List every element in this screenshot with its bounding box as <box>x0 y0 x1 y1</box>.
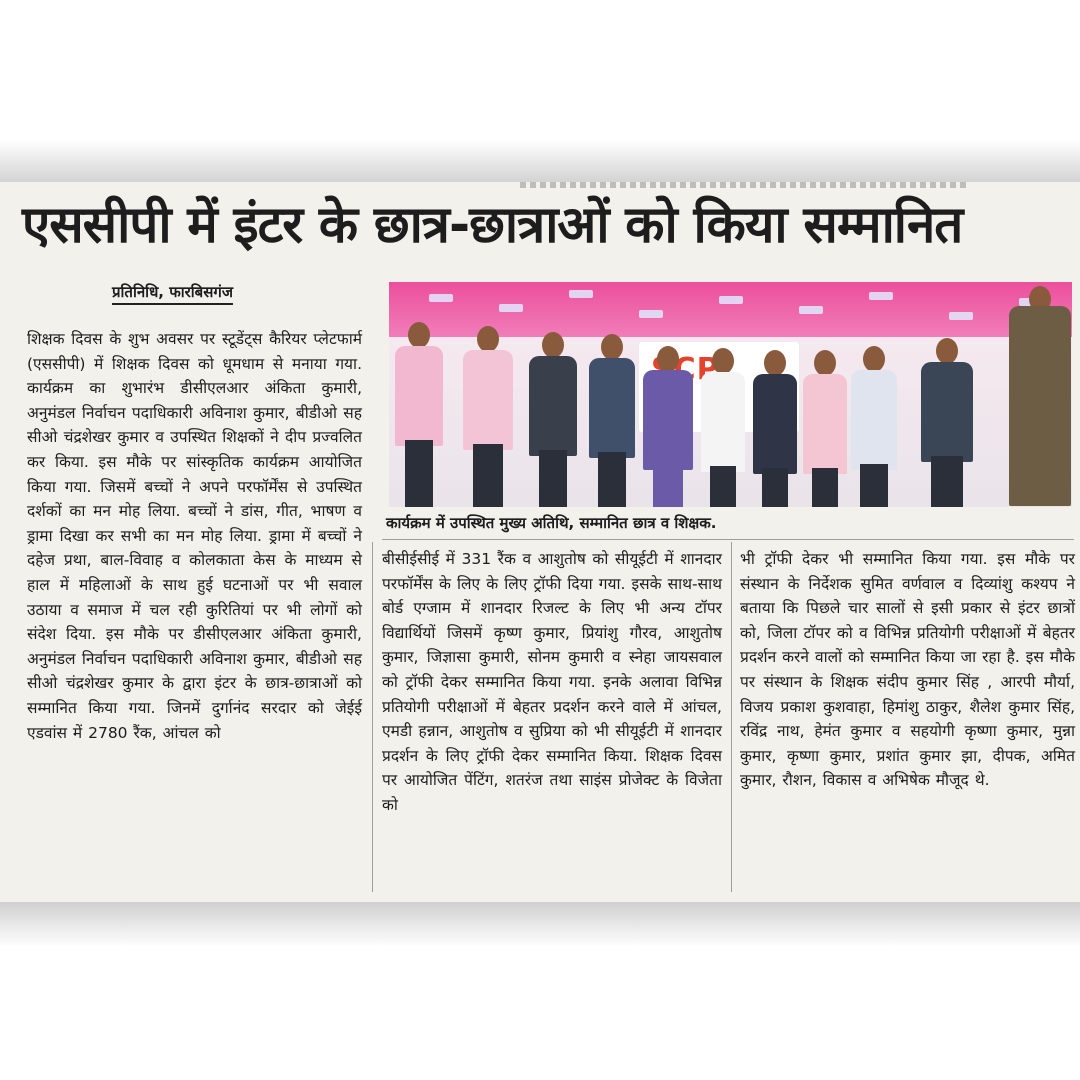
person-figure <box>701 348 745 507</box>
article-column-3: भी ट्रॉफी देकर भी सम्मानित किया गया. इस मौके पर संस्थान के निर्देशक सुमित वर्णवाल व दिव्यांशु कश्यप ने बताया कि पिछले चार सालों से इसी प्रकार से इंटर छात्रों को, जिला टॉपर को व विभिन्न प्रतियोगी परीक्षाओं में बेहतर प्रदर्शन करने वालों को सम्मानित किया जा रहा है. इस मौके पर संस्थान के शिक्षक संदीप कुमार सिंह , आरपी मौर्या, विजय प्रकाश कुशवाहा, हिमांशु ठाकुर, शैलेश कुमार सिंह, रविंद्र नाथ, हेमंत कुमार व सहयोगी कृष्णा कुमार, मुन्ना कुमार, कृष्णा कुमार, प्रशांत कुमार झा, दीपक, अमित कुमार, रौशन, विकास व अभिषेक मौजूद थे. <box>740 550 1076 790</box>
event-photo <box>389 282 1072 507</box>
person-figure <box>921 338 973 507</box>
cut-text-strip <box>520 182 970 188</box>
page-shadow-bottom <box>0 902 1080 947</box>
person-figure <box>1009 282 1071 507</box>
person-figure <box>753 350 797 507</box>
column-divider <box>731 542 732 892</box>
newspaper-clipping <box>0 182 1080 902</box>
person-figure <box>395 322 443 507</box>
headline: एससीपी में इंटर के छात्र-छात्राओं को किया सम्मानित <box>22 196 963 255</box>
byline: प्रतिनिधि, फारबिसगंज <box>112 282 233 305</box>
article-column-2: बीसीईसीई में 331 रैंक व आशुतोष को सीयूईटी में शानदार परफॉर्मेंस के लिए के लिए ट्रॉफी दिया गया. इसके साथ-साथ बोर्ड एग्जाम में शानदार रिजल्ट के लिए भी अन्य टॉपर विद्यार्थियों जिसमें कृष्ण कुमार, प्रियांशु गौरव, आशुतोष कुमार, जिज्ञासा कुमारी, सोनम कुमारी व स्नेहा जायसवाल को ट्रॉफी देकर सम्मानित किया गया. इनके अलावा विभिन्न प्रतियोगी परीक्षाओं में बेहतर प्रदर्शन करने वाले में आंचल, एमडी हन्नान, आशुतोष व सुप्रिया को भी सीयूईटी में शानदार प्रदर्शन के लिए ट्रॉफी देकर सम्मानित किया. शिक्षक दिवस पर आयोजित पेंटिंग, शतरंज तथा साइंस प्रोजेक्ट के विजेता को <box>382 550 722 814</box>
photo-caption: कार्यक्रम में उपस्थित मुख्य अतिथि, सम्मानित छात्र व शिक्षक. <box>386 514 717 532</box>
person-figure <box>529 332 577 507</box>
person-figure <box>803 350 847 507</box>
person-figure <box>463 326 513 507</box>
page-shadow-top <box>0 140 1080 185</box>
column-divider <box>372 542 373 892</box>
person-figure <box>851 346 897 507</box>
caption-rule <box>382 539 1074 540</box>
article-column-1: शिक्षक दिवस के शुभ अवसर पर स्टूडेंट्स कैरियर प्लेटफार्म (एससीपी) में शिक्षक दिवस को धूमधाम से मनाया गया. कार्यक्रम का शुभारंभ डीसीएलआर अंकिता कुमारी, अनुमंडल निर्वाचन पदाधिकारी अविनाश कुमार, बीडीओ सह सीओ चंद्रशेखर कुमार व उपस्थित शिक्षकों ने दीप प्रज्वलित कर किया. इस मौके पर सांस्कृतिक कार्यक्रम आयोजित किया गया. जिसमें बच्चों ने अपने परफॉर्मेंस से उपस्थित दर्शकों का मन मोह लिया. बच्चों ने डांस, गीत, भाषण व ड्रामा दिखा कर सभी का मन मोह लिया. ड्रामा में बच्चों ने दहेज प्रथा, बाल-विवाह व कोलकाता केस के माध्यम से हाल में महिलाओं के साथ हुई घटनाओं पर भी सवाल उठाया व समाज में चल रही कुरितियां पर भी लोगों को संदेश दिया. इस मौके पर डीसीएलआर अंकिता कुमारी, अनुमंडल निर्वाचन पदाधिकारी अविनाश कुमार, बीडीओ सह सीओ चंद्रशेखर कुमार के द्वारा इंटर के छात्र-छात्राओं को सम्मानित किया गया. जिनमें दुर्गानंद सरदार को जेईई एडवांस में 2780 रैंक, आंचल को <box>27 330 362 742</box>
person-figure <box>643 346 693 507</box>
person-figure <box>589 334 635 507</box>
